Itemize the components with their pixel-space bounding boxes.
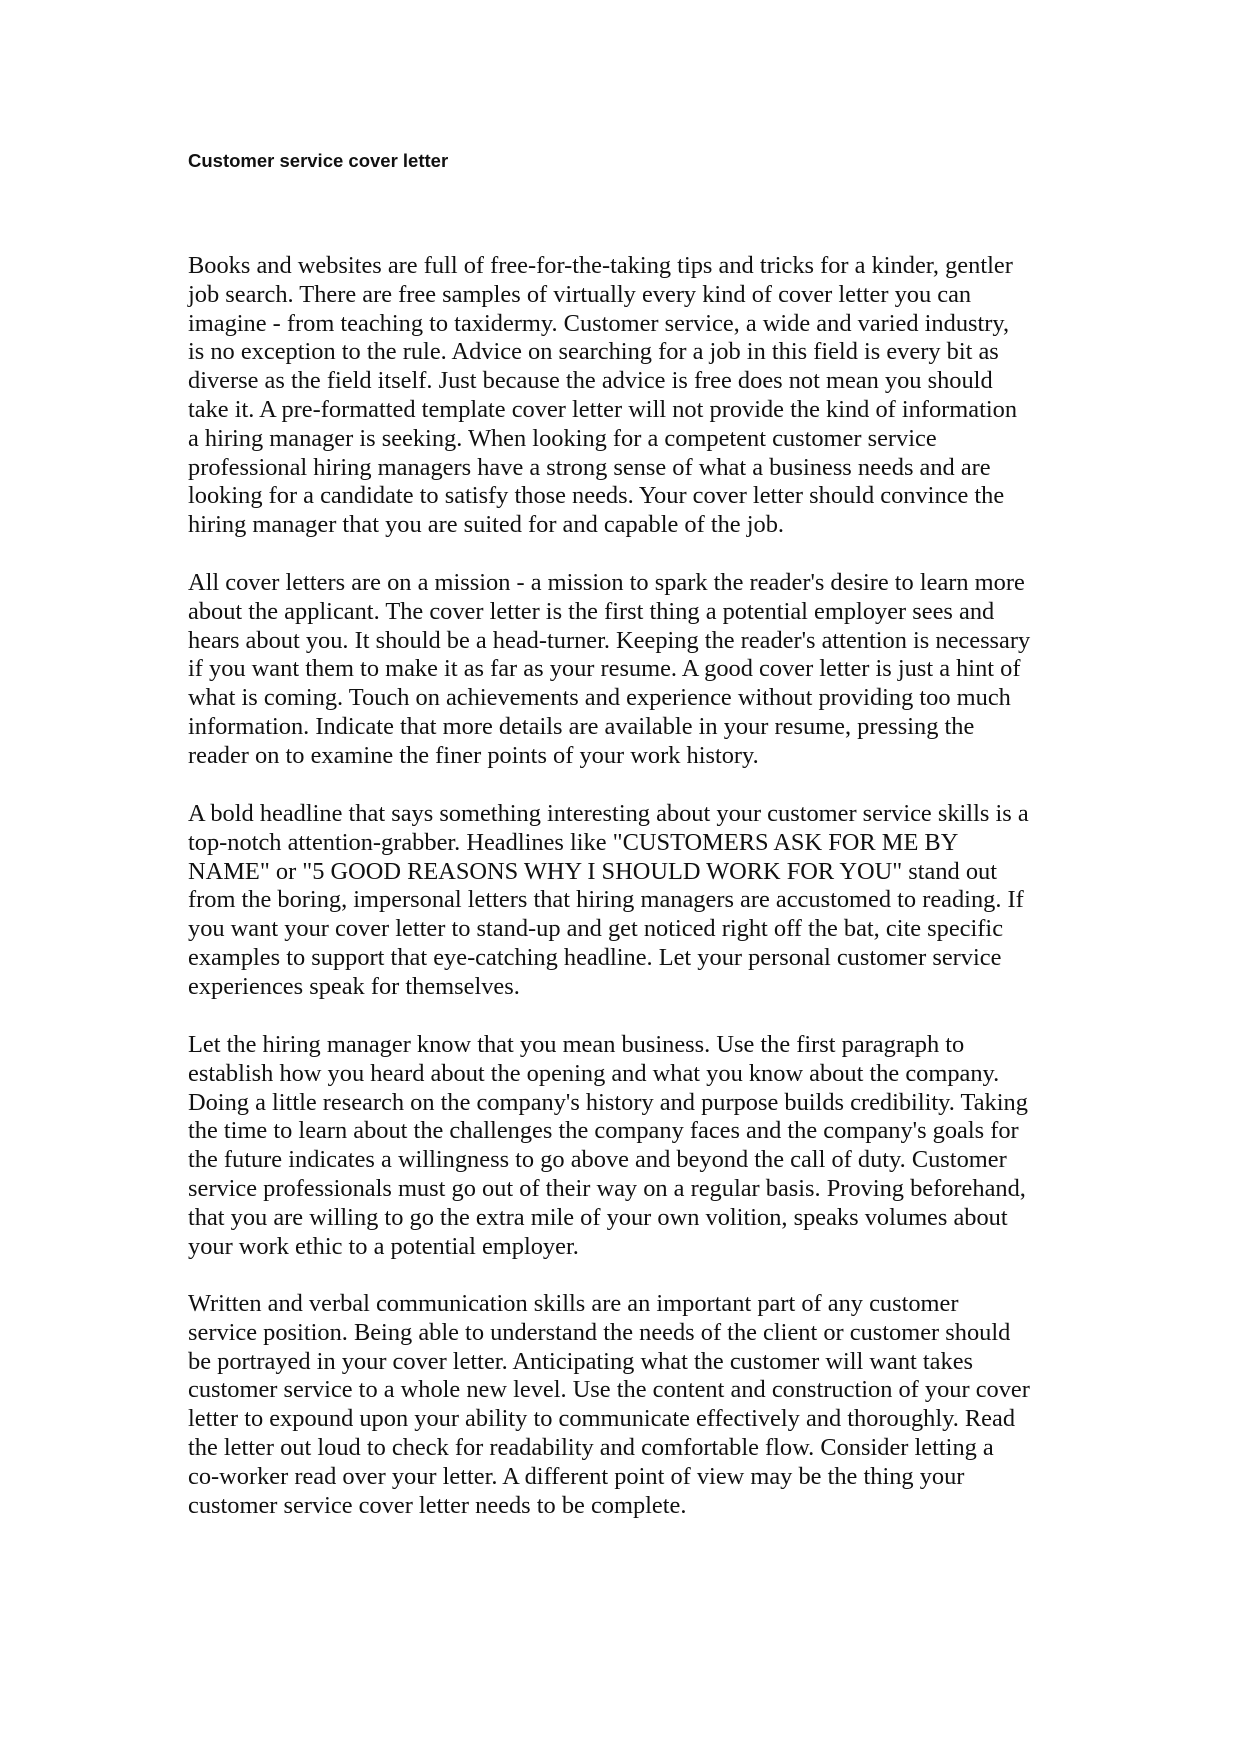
paragraph-line: hears about you. It should be a head-turner. Keeping the reader's attention is necessary	[188, 626, 1031, 654]
paragraph-2	[188, 569, 1068, 771]
paragraph-line: hiring manager that you are suited for and capable of the job.	[188, 511, 784, 539]
paragraph-line: Written and verbal communication skills are an important part of any customer	[188, 1290, 959, 1317]
paragraph-line: customer service to a whole new level. Use the content and construction of your cover	[188, 1376, 1030, 1404]
paragraph-line: the future indicates a willingness to go above and beyond the call of duty. Customer	[188, 1146, 1007, 1174]
paragraph-line: that you are willing to go the extra mile of your own volition, speaks volumes about	[188, 1203, 1008, 1231]
paragraph-line: examples to support that eye-catching headline. Let your personal customer service	[188, 943, 1002, 971]
paragraph-3	[188, 800, 1068, 1002]
paragraph-line: be portrayed in your cover letter. Anticipating what the customer will want takes	[188, 1347, 974, 1375]
paragraph-4	[188, 1031, 1068, 1261]
paragraph-line: experiences speak for themselves.	[188, 972, 520, 1000]
paragraph-line: information. Indicate that more details are available in your resume, pressing the	[188, 712, 975, 740]
paragraph-line: co-worker read over your letter. A different point of view may be the thing your	[188, 1462, 965, 1490]
paragraph-line: you want your cover letter to stand-up and get noticed right off the bat, cite specific	[188, 915, 1004, 943]
paragraph-line: is no exception to the rule. Advice on searching for a job in this field is every bit as	[188, 338, 999, 366]
paragraph-line: your work ethic to a potential employer.	[188, 1232, 579, 1260]
paragraph-1	[188, 252, 1068, 540]
paragraph-line: Let the hiring manager know that you mean business. Use the first paragraph to	[188, 1031, 965, 1058]
document-title: Customer service cover letter	[188, 150, 449, 171]
paragraph-line: looking for a candidate to satisfy those needs. Your cover letter should convince the	[188, 482, 1005, 510]
paragraph-line: All cover letters are on a mission - a mission to spark the reader's desire to learn more	[188, 569, 1025, 596]
paragraph-line: top-notch attention-grabber. Headlines like "CUSTOMERS ASK FOR ME BY	[188, 828, 959, 856]
paragraph-line: what is coming. Touch on achievements and experience without providing too much	[188, 684, 1011, 712]
paragraph-line: A bold headline that says something interesting about your customer service skills is a	[188, 800, 1029, 827]
paragraph-line: the letter out loud to check for readability and comfortable flow. Consider letting a	[188, 1433, 994, 1461]
paragraph-line: imagine - from teaching to taxidermy. Customer service, a wide and varied industry,	[188, 309, 1010, 337]
paragraph-line: from the boring, impersonal letters that hiring managers are accustomed to reading. If	[188, 886, 1024, 914]
paragraph-line: service professionals must go out of their way on a regular basis. Proving beforehand,	[188, 1174, 1026, 1202]
paragraph-line: establish how you heard about the opening and what you know about the company.	[188, 1059, 1000, 1087]
paragraph-line: professional hiring managers have a strong sense of what a business needs and are	[188, 453, 991, 481]
paragraph-line: customer service cover letter needs to be complete.	[188, 1491, 687, 1519]
paragraph-line: if you want them to make it as far as your resume. A good cover letter is just a hint of	[188, 655, 1021, 683]
paragraph-line: take it. A pre-formatted template cover letter will not provide the kind of information	[188, 395, 1018, 423]
paragraph-line: job search. There are free samples of virtually every kind of cover letter you can	[188, 280, 972, 308]
paragraph-line: the time to learn about the challenges the company faces and the company's goals for	[188, 1117, 1019, 1145]
paragraph-line: service position. Being able to understand the needs of the client or customer should	[188, 1318, 1011, 1346]
paragraph-line: about the applicant. The cover letter is the first thing a potential employer sees and	[188, 597, 995, 625]
paragraph-5	[188, 1290, 1068, 1520]
paragraph-line: letter to expound upon your ability to communicate effectively and thoroughly. Read	[188, 1405, 1016, 1433]
paragraph-line: Doing a little research on the company's history and purpose builds credibility. Taking	[188, 1088, 1028, 1116]
paragraph-line: Books and websites are full of free-for-the-taking tips and tricks for a kinder, gentler	[188, 252, 1013, 279]
paragraph-line: a hiring manager is seeking. When looking for a competent customer service	[188, 424, 937, 452]
paragraph-line: diverse as the field itself. Just because the advice is free does not mean you should	[188, 367, 993, 395]
paragraph-line: reader on to examine the finer points of your work history.	[188, 741, 759, 769]
paragraph-line: NAME" or "5 GOOD REASONS WHY I SHOULD WORK FOR YOU" stand out	[188, 857, 998, 885]
